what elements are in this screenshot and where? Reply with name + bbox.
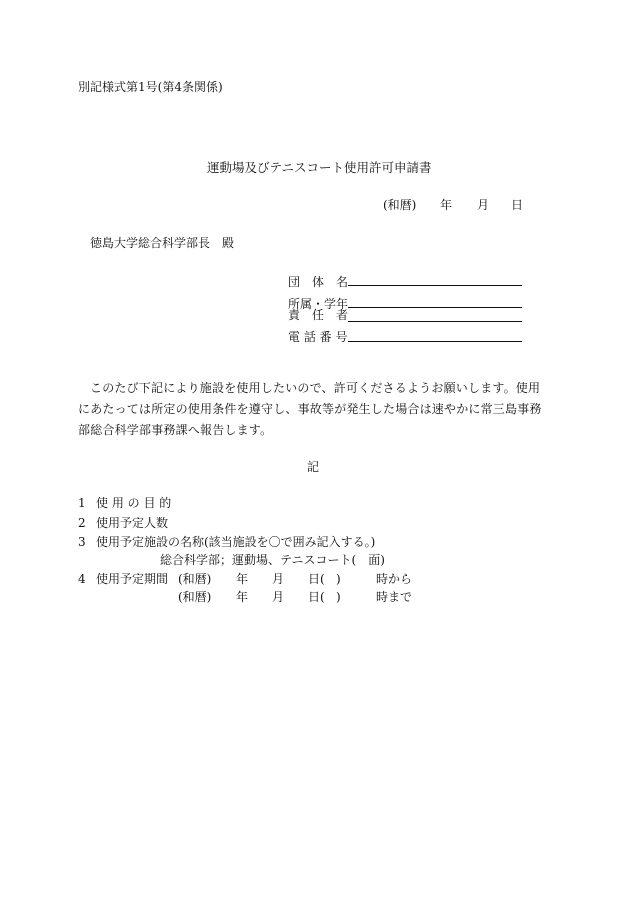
period-until-year-unit: 年 (236, 590, 249, 604)
period-until-weekday-close: ) (336, 590, 341, 604)
document-title: 運動場及びテニスコート使用許可申請書 (207, 160, 432, 175)
item3-number: 3 (78, 535, 86, 549)
date-day-unit: 日 (511, 198, 524, 212)
period-from-day-unit: 日( (308, 572, 325, 586)
field-label-responsible: 責 任 者 (288, 308, 349, 322)
date-era: (和暦) (383, 198, 417, 212)
item4-label: 使用予定期間 (96, 572, 169, 586)
form-number-note: 別記様式第1号(第4条関係) (78, 80, 223, 94)
item4-number: 4 (78, 572, 86, 586)
date-month-unit: 月 (477, 198, 490, 212)
date-year-unit: 年 (440, 198, 453, 212)
period-until-day-unit: 日( (308, 590, 325, 604)
field-label-group-name: 団 体 名 (288, 275, 349, 289)
field-line-group-name[interactable] (348, 285, 522, 286)
item1-label: 使 用 の 目 的 (96, 496, 172, 510)
field-line-affiliation[interactable] (348, 307, 522, 308)
period-until-era: (和暦) (178, 590, 212, 604)
item2-number: 2 (78, 516, 86, 530)
ki-heading: 記 (307, 460, 320, 474)
period-from-month-unit: 月 (272, 572, 285, 586)
item3-label: 使用予定施設の名称(該当施設を〇で囲み記入する。) (96, 535, 376, 549)
period-from-time: 時から (376, 572, 413, 586)
field-label-phone: 電 話 番 号 (288, 330, 348, 344)
period-from-weekday-close: ) (336, 572, 341, 586)
period-until-time: 時まで (376, 590, 413, 604)
period-from-era: (和暦) (178, 572, 212, 586)
item2-label: 使用予定人数 (96, 516, 169, 530)
addressee: 徳島大学総合科学部長 殿 (90, 236, 235, 250)
item3-detail: 総合科学部；運動場、テニスコート( 面) (160, 553, 385, 567)
period-from-year-unit: 年 (236, 572, 249, 586)
request-body-text: このたび下記により施設を使用したいので、許可くださるようお願いします。使用にあたっては所定の使用条件を遵守し、事故等が発生した場合は速やかに常三島事務部総合科学部事務課へ報告します。 (78, 381, 542, 437)
item1-number: 1 (78, 496, 86, 510)
period-until-month-unit: 月 (272, 590, 285, 604)
field-line-phone[interactable] (348, 341, 522, 342)
field-label-affiliation: 所属・学年 (288, 297, 349, 311)
field-line-responsible[interactable] (348, 321, 522, 322)
